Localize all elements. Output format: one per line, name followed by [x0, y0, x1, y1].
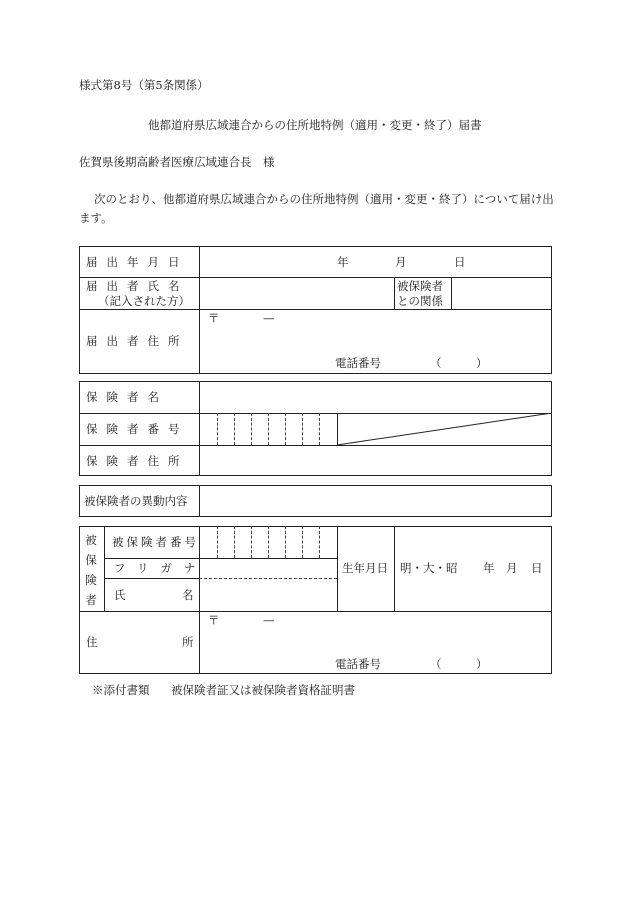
- change-label: 被保険者の異動内容: [84, 494, 188, 508]
- date-year-label: 年: [337, 255, 349, 269]
- birth-day-label: 日: [531, 561, 543, 575]
- addressee: 佐賀県後期高齢者医療広域連合長 様: [79, 155, 275, 169]
- submission-date-field[interactable]: [205, 251, 545, 273]
- phone-label: 電話番号: [335, 356, 381, 370]
- furigana-field[interactable]: [202, 560, 334, 576]
- insured-address-label-1: 住: [86, 635, 98, 649]
- insured-name-label-2: 名: [182, 588, 194, 602]
- postal-dash: —: [263, 311, 275, 325]
- birth-year-label: 年: [483, 561, 495, 575]
- attachments-text: 被保険者証又は被保険者資格証明書: [171, 683, 355, 697]
- form-number: 様式第8号（第5条関係）: [79, 78, 209, 92]
- form-title: 他都道府県広域連合からの住所地特例（適用・変更・終了）届書: [148, 118, 482, 132]
- phone-paren: （ ）: [430, 356, 488, 370]
- insured-address-field[interactable]: [204, 630, 544, 654]
- furigana-label: フリガナ: [114, 561, 208, 575]
- insured-postal-mark-icon: 〒: [208, 613, 220, 627]
- insured-name-label-1: 氏: [114, 588, 126, 602]
- insurer-address-field[interactable]: [204, 450, 548, 472]
- notifier-name-field[interactable]: [204, 281, 390, 305]
- insured-phone-paren: （ ）: [430, 657, 488, 671]
- birth-date-label: 生年月日: [342, 561, 388, 575]
- insurer-number-field[interactable]: [201, 416, 335, 442]
- insurer-name-field[interactable]: [204, 386, 548, 410]
- date-month-label: 月: [395, 255, 407, 269]
- insured-side-label-2: 保: [85, 553, 97, 567]
- diagonal-strike: [337, 413, 552, 445]
- relation-label-1: 被保険者: [397, 279, 443, 293]
- insurer-number-label: 保険者番号: [86, 422, 189, 436]
- postal-mark-icon: 〒: [208, 311, 220, 325]
- relation-label-2: との関係: [397, 294, 443, 308]
- insured-side-label-3: 険: [85, 573, 97, 587]
- notifier-name-sublabel: （記入された方）: [98, 294, 190, 308]
- relation-field[interactable]: [455, 281, 548, 305]
- notifier-name-label: 届出者氏名: [86, 279, 189, 293]
- change-field[interactable]: [204, 490, 548, 512]
- intro-line-2: ます。: [79, 211, 113, 225]
- insured-address-label-2: 所: [182, 635, 194, 649]
- insurer-name-label: 保険者名: [86, 390, 168, 404]
- insured-number-field[interactable]: [201, 529, 335, 555]
- era-label: 明・大・昭: [400, 561, 458, 575]
- insured-number-label: 被保険者番号: [112, 535, 199, 549]
- birth-date-field[interactable]: [398, 530, 548, 608]
- insured-side-label-1: 被: [85, 533, 97, 547]
- insured-side-label-4: 者: [85, 593, 97, 607]
- insured-name-field[interactable]: [202, 581, 334, 609]
- insured-phone-label: 電話番号: [335, 657, 381, 671]
- notifier-address-label: 届出者住所: [86, 334, 189, 348]
- insured-postal-dash: —: [263, 613, 275, 627]
- birth-month-label: 月: [506, 561, 518, 575]
- submission-date-label: 届出年月日: [86, 255, 189, 269]
- intro-line-1: 次のとおり、他都道府県広域連合からの住所地特例（適用・変更・終了）について届け出: [94, 192, 554, 206]
- date-day-label: 日: [454, 255, 466, 269]
- notifier-address-field[interactable]: [204, 328, 544, 352]
- attachments-label: ※添付書類: [92, 683, 150, 697]
- insurer-address-label: 保険者住所: [86, 454, 189, 468]
